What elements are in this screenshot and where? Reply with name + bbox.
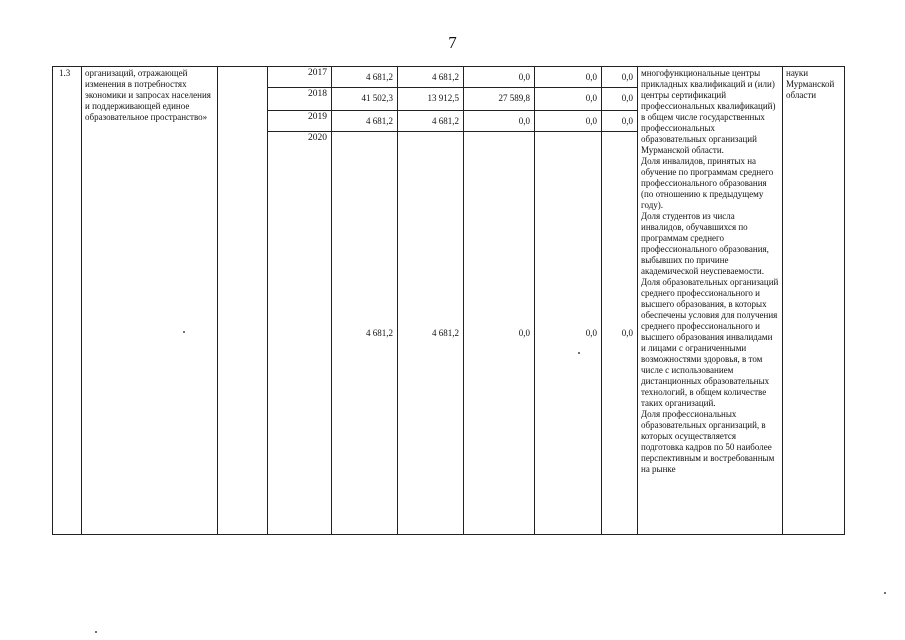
year-cell: 2017 — [268, 67, 332, 88]
other-cell: 0,0 — [602, 67, 638, 88]
total-cell: 4 681,2 — [332, 67, 398, 88]
scan-speck — [578, 352, 580, 354]
row-number: 1.3 — [53, 67, 82, 535]
local-cell: 0,0 — [535, 132, 602, 535]
local-cell: 0,0 — [535, 67, 602, 88]
regional-cell: 4 681,2 — [398, 67, 464, 88]
scan-speck — [95, 631, 97, 633]
regional-cell: 4 681,2 — [398, 111, 464, 132]
program-table — [52, 66, 845, 535]
total-cell: 41 502,3 — [332, 88, 398, 111]
federal-cell: 0,0 — [464, 111, 535, 132]
measure-description: организаций, отражающей изменения в потребностях экономики и запросах населения и поддерживающей единое образовательное пространство» — [82, 67, 218, 535]
other-cell: 0,0 — [602, 88, 638, 111]
local-cell: 0,0 — [535, 111, 602, 132]
federal-cell: 27 589,8 — [464, 88, 535, 111]
other-cell: 0,0 — [602, 132, 638, 535]
total-cell: 4 681,2 — [332, 111, 398, 132]
table-row — [53, 67, 845, 88]
year-cell: 2019 — [268, 111, 332, 132]
executor-text: науки Мурманской области — [783, 67, 845, 535]
year-cell: 2018 — [268, 88, 332, 111]
empty-cell — [218, 67, 268, 535]
page-number: 7 — [448, 33, 457, 52]
other-cell: 0,0 — [602, 111, 638, 132]
scan-speck — [183, 331, 185, 333]
local-cell: 0,0 — [535, 88, 602, 111]
regional-cell: 13 912,5 — [398, 88, 464, 111]
indicators-text: многофункциональные центры прикладных квалификаций и (или) центры сертификаций профессиональных квалификаций) в общем числе государственных профессиональных образовательных организаций Мурманской области. Доля инвалидов, принятых на обучение по программам среднего профессионального образования (по отношению к предыдущему году). Доля студентов из числа инвалидов, обучавшихся по программам среднего профессионального образования, выбывших по причине академической неуспеваемости. Доля образовательных организаций среднего профессионального и высшего образования, в которых обеспечены условия для получения среднего профессионального и высшего образования инвалидами и лицами с ограниченными возможностями здоровья, в том числе с использованием дистанционных образовательных технологий, в общем количестве таких организаций. Доля профессиональных образовательных организаций, в которых осуществляется подготовка кадров по 50 наиболее перспективным и востребованным на рынке — [638, 67, 783, 535]
federal-cell: 0,0 — [464, 67, 535, 88]
federal-cell: 0,0 — [464, 132, 535, 535]
scan-speck — [884, 592, 886, 594]
year-cell: 2020 — [268, 132, 332, 535]
total-cell: 4 681,2 — [332, 132, 398, 535]
regional-cell: 4 681,2 — [398, 132, 464, 535]
